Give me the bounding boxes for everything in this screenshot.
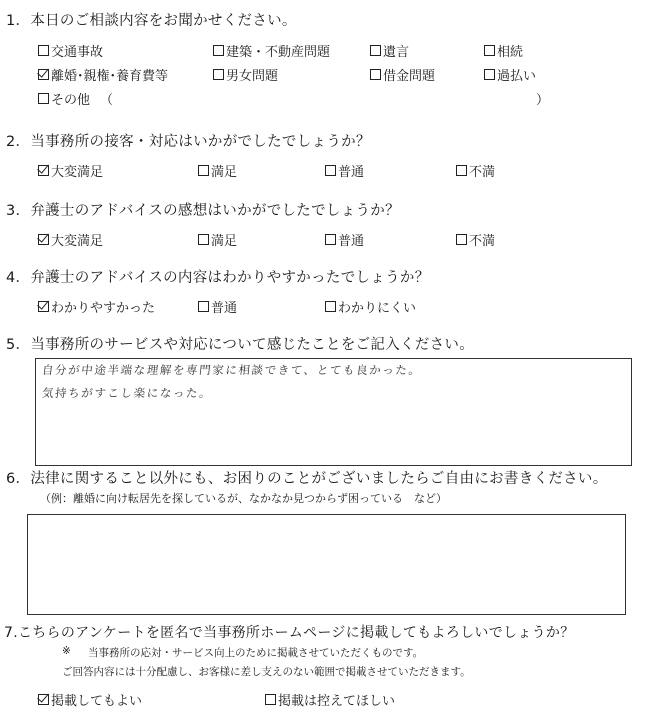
option-average[interactable]: 普通 [198, 297, 237, 316]
checkbox[interactable] [198, 234, 209, 245]
question-1-title: 1．本日のご相談内容をお聞かせください。 [6, 13, 297, 29]
checkbox[interactable] [198, 301, 209, 312]
question-3-title: 3．弁護士のアドバイスの感想はいかがでしたでしょうか？ [6, 203, 400, 219]
checkbox[interactable] [213, 69, 224, 80]
option-average[interactable]: 普通 [325, 161, 364, 180]
option-inheritance[interactable]: 相続 [484, 41, 523, 60]
checkbox-checked[interactable] [38, 234, 49, 245]
option-gender-issues[interactable]: 男女問題 [213, 65, 278, 84]
option-will[interactable]: 遺言 [370, 41, 409, 60]
option-dissatisfied[interactable]: 不満 [456, 161, 495, 180]
question-6-example: （例：離婚に向け転居先を探しているが、なかなか見つからず困っている など） [40, 492, 447, 505]
checkbox[interactable] [265, 694, 276, 705]
option-traffic-accident[interactable]: 交通事故 [38, 41, 103, 60]
option-average[interactable]: 普通 [325, 230, 364, 249]
question-2-title: 2．当事務所の接客・対応はいかがでしたでしょうか？ [6, 134, 371, 150]
option-debt[interactable]: 借金問題 [370, 65, 435, 84]
note-line-2: ご回答内容には十分配慮し、お客様に差し支えのない範囲で掲載させていただきます。 [62, 666, 471, 678]
option-construction-realestate[interactable]: 建築・不動産問題 [213, 41, 330, 60]
checkbox-checked[interactable] [38, 694, 49, 705]
checkbox[interactable] [484, 45, 495, 56]
handwritten-answer-line-2: 気持ちがすこし楽になった。 [41, 386, 214, 400]
question-7-title: 7.こちらのアンケートを匿名で当事務所ホームページに掲載してもよろしいでしょうか？ [4, 625, 575, 641]
checkbox[interactable] [370, 69, 381, 80]
option-decline-publish[interactable]: 掲載は控えてほしい [265, 690, 395, 709]
note-line-1: 当事務所の応対・サービス向上のために掲載させていただくものです。 [88, 647, 424, 659]
checkbox[interactable] [456, 234, 467, 245]
option-overpayment[interactable]: 過払い [484, 65, 536, 84]
question-5-title: 5．当事務所のサービスや対応について感じたことをご記入ください。 [6, 337, 475, 353]
checkbox[interactable] [484, 69, 495, 80]
checkbox[interactable] [325, 165, 336, 176]
checkbox[interactable] [38, 93, 49, 104]
question-4-title: 4．弁護士のアドバイスの内容はわかりやすかったでしょうか？ [6, 270, 430, 286]
option-satisfied[interactable]: 満足 [198, 161, 237, 180]
checkbox[interactable] [38, 45, 49, 56]
checkbox[interactable] [456, 165, 467, 176]
other-open-paren: （ [100, 93, 114, 108]
option-easy-to-understand[interactable]: わかりやすかった [38, 297, 155, 316]
option-dissatisfied[interactable]: 不満 [456, 230, 495, 249]
option-allow-publish[interactable]: 掲載してもよい [38, 690, 142, 709]
other-close-paren: ） [536, 93, 550, 108]
option-satisfied[interactable]: 満足 [198, 230, 237, 249]
note-mark: ※ [62, 645, 71, 657]
checkbox[interactable] [325, 301, 336, 312]
comment-textarea[interactable] [35, 358, 632, 466]
checkbox-checked[interactable] [38, 69, 49, 80]
question-6-title: 6．法律に関すること以外にも、お困りのことがございましたらご自由にお書きください。 [6, 471, 608, 487]
checkbox-checked[interactable] [38, 165, 49, 176]
checkbox[interactable] [370, 45, 381, 56]
option-hard-to-understand[interactable]: わかりにくい [325, 297, 416, 316]
option-other[interactable]: その他 [38, 89, 90, 108]
checkbox[interactable] [325, 234, 336, 245]
option-very-satisfied[interactable]: 大変満足 [38, 161, 103, 180]
option-divorce[interactable]: 離婚･親権･養育費等 [38, 65, 168, 84]
checkbox[interactable] [198, 165, 209, 176]
handwritten-answer-line-1: 自分が中途半端な理解を専門家に相談できて、とても良かった。 [41, 363, 423, 377]
checkbox[interactable] [213, 45, 224, 56]
checkbox-checked[interactable] [38, 301, 49, 312]
option-very-satisfied[interactable]: 大変満足 [38, 230, 103, 249]
free-comment-textarea[interactable] [27, 514, 626, 615]
